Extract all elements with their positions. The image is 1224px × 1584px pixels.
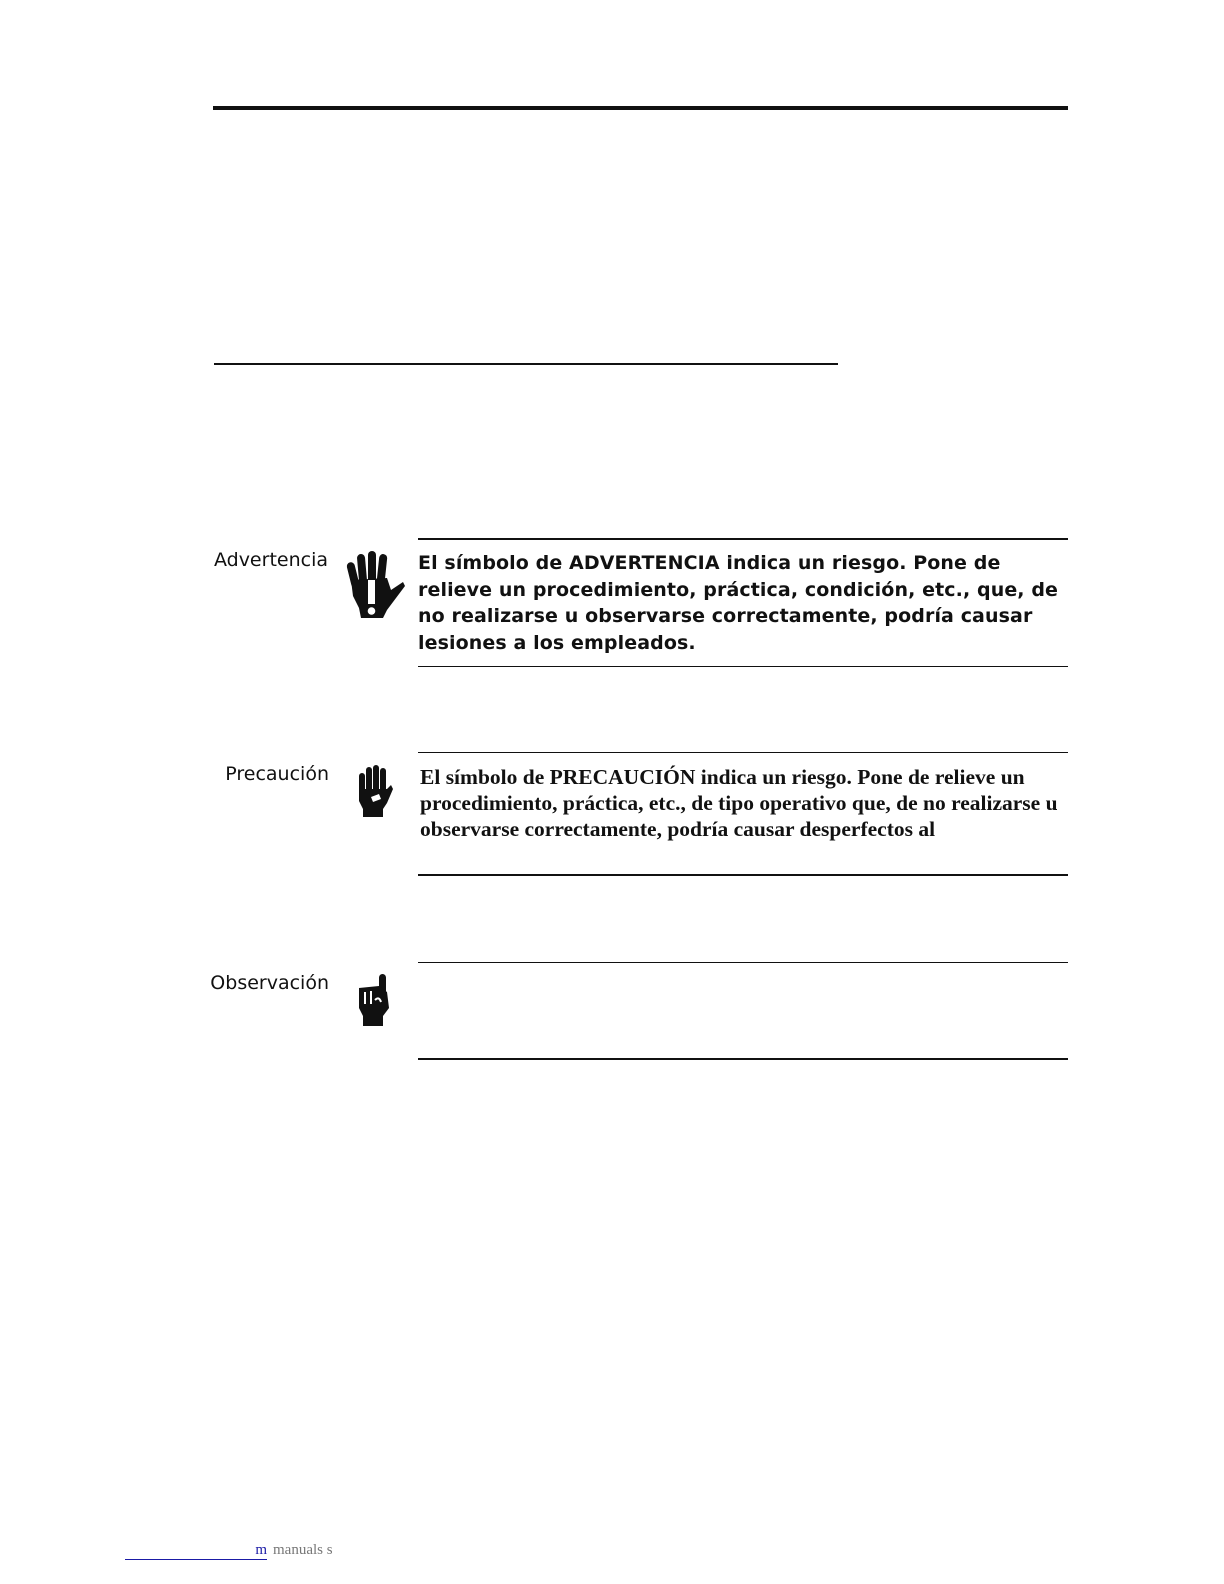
warning-hand-icon	[341, 550, 407, 618]
caution-bottom-rule	[418, 874, 1068, 876]
footer-text: manuals s	[273, 1542, 333, 1558]
footer	[125, 1541, 333, 1560]
warning-top-rule	[418, 538, 1068, 540]
header-rule	[213, 106, 1068, 110]
warning-label: Advertencia	[213, 549, 328, 571]
caution-label: Precaución	[225, 763, 329, 785]
note-bottom-rule	[418, 1058, 1068, 1060]
caution-text: El símbolo de PRECAUCIÓN indica un riesgo. Pone de relieve un procedimiento, práctica, etc., de tipo operativo que, de no realizarse u observarse correctamente, podría causar desperfectos al	[420, 765, 1058, 841]
section-rule	[214, 363, 838, 365]
footer-link[interactable]: m	[125, 1541, 267, 1560]
pointing-hand-icon	[357, 974, 391, 1026]
caution-hand-icon	[357, 765, 393, 817]
note-top-rule	[418, 962, 1068, 963]
note-label: Observación	[210, 972, 329, 994]
warning-text: El símbolo de ADVERTENCIA indica un riesgo. Pone de relieve un procedimiento, práctica, condición, etc., que, de no realizarse u observarse correctamente, podría causar lesiones a los empleados.	[418, 552, 1059, 655]
warning-bottom-rule	[418, 666, 1068, 667]
caution-top-rule	[418, 752, 1068, 753]
